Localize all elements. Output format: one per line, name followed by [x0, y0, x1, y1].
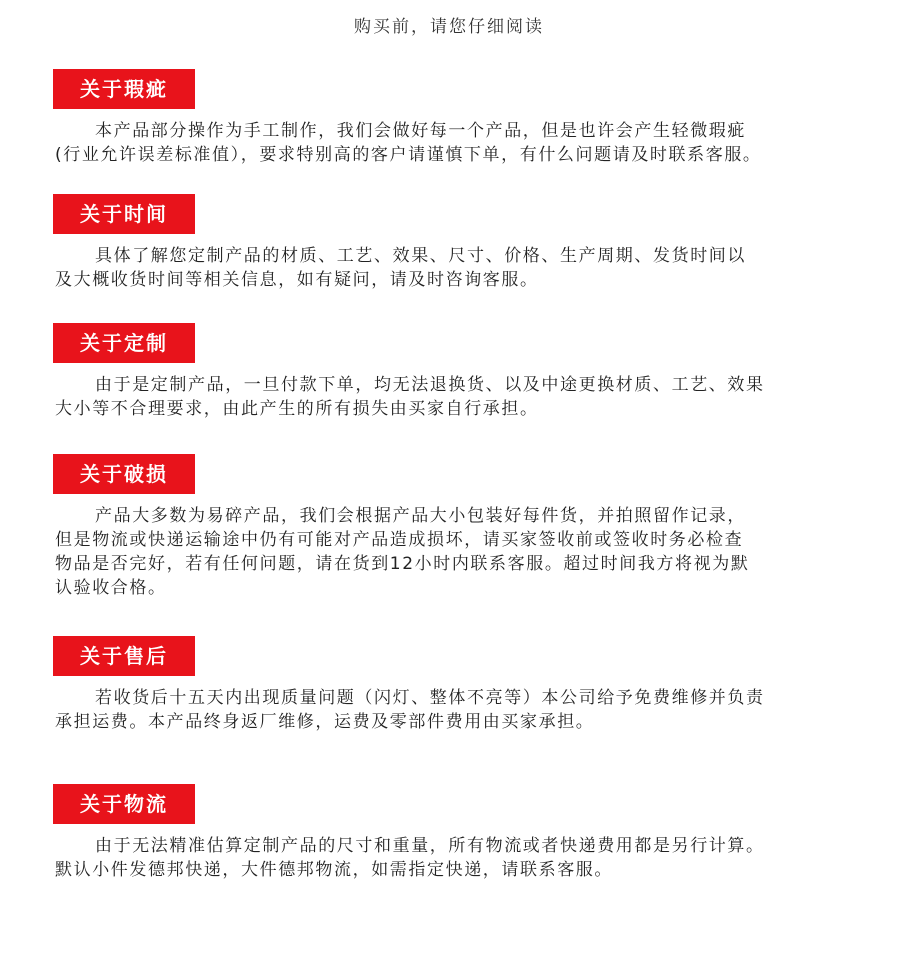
section-tag-custom: 关于定制: [53, 323, 195, 363]
subtitle: 购买前，请您仔细阅读: [354, 17, 544, 37]
section-tag-defects: 关于瑕疵: [53, 69, 195, 109]
section-text-custom: [55, 373, 855, 421]
text-line: (行业允许误差标准值），要求特别高的客户请谨慎下单，有什么问题请及时联系客服。: [55, 145, 762, 165]
text-line: 及大概收货时间等相关信息，如有疑问，请及时咨询客服。: [55, 270, 539, 290]
text-line: 由于无法精准估算定制产品的尺寸和重量，所有物流或者快递费用都是另行计算。: [95, 836, 765, 856]
text-line: 产品大多数为易碎产品，我们会根据产品大小包装好每件货，并拍照留作记录，: [95, 506, 746, 526]
text-line: 若收货后十五天内出现质量问题（闪灯、整体不亮等）本公司给予免费维修并负责: [95, 688, 765, 708]
section-tag-logistics: 关于物流: [53, 784, 195, 824]
text-line: 承担运费。本产品终身返厂维修，运费及零部件费用由买家承担。: [55, 712, 595, 732]
text-line: 认验收合格。: [55, 578, 167, 598]
text-line: 具体了解您定制产品的材质、工艺、效果、尺寸、价格、生产周期、发货时间以: [95, 246, 746, 266]
text-line: 大小等不合理要求，由此产生的所有损失由买家自行承担。: [55, 399, 539, 419]
section-text-time: [55, 244, 855, 292]
section-text-logistics: [55, 834, 855, 882]
text-line: 物品是否完好，若有任何问题，请在货到12小时内联系客服。超过时间我方将视为默: [55, 554, 750, 574]
section-text-after-sales: [55, 686, 855, 734]
section-tag-damage: 关于破损: [53, 454, 195, 494]
section-tag-after-sales: 关于售后: [53, 636, 195, 676]
section-text-defects: [55, 119, 855, 167]
section-text-damage: [55, 504, 855, 600]
text-line: 由于是定制产品，一旦付款下单，均无法退换货、以及中途更换材质、工艺、效果: [95, 375, 765, 395]
text-line: 本产品部分操作为手工制作，我们会做好每一个产品，但是也许会产生轻微瑕疵: [95, 121, 746, 141]
section-tag-time: 关于时间: [53, 194, 195, 234]
text-line: 但是物流或快递运输途中仍有可能对产品造成损坏，请买家签收前或签收时务必检查: [55, 530, 744, 550]
text-line: 默认小件发德邦快递，大件德邦物流，如需指定快递，请联系客服。: [55, 860, 613, 880]
